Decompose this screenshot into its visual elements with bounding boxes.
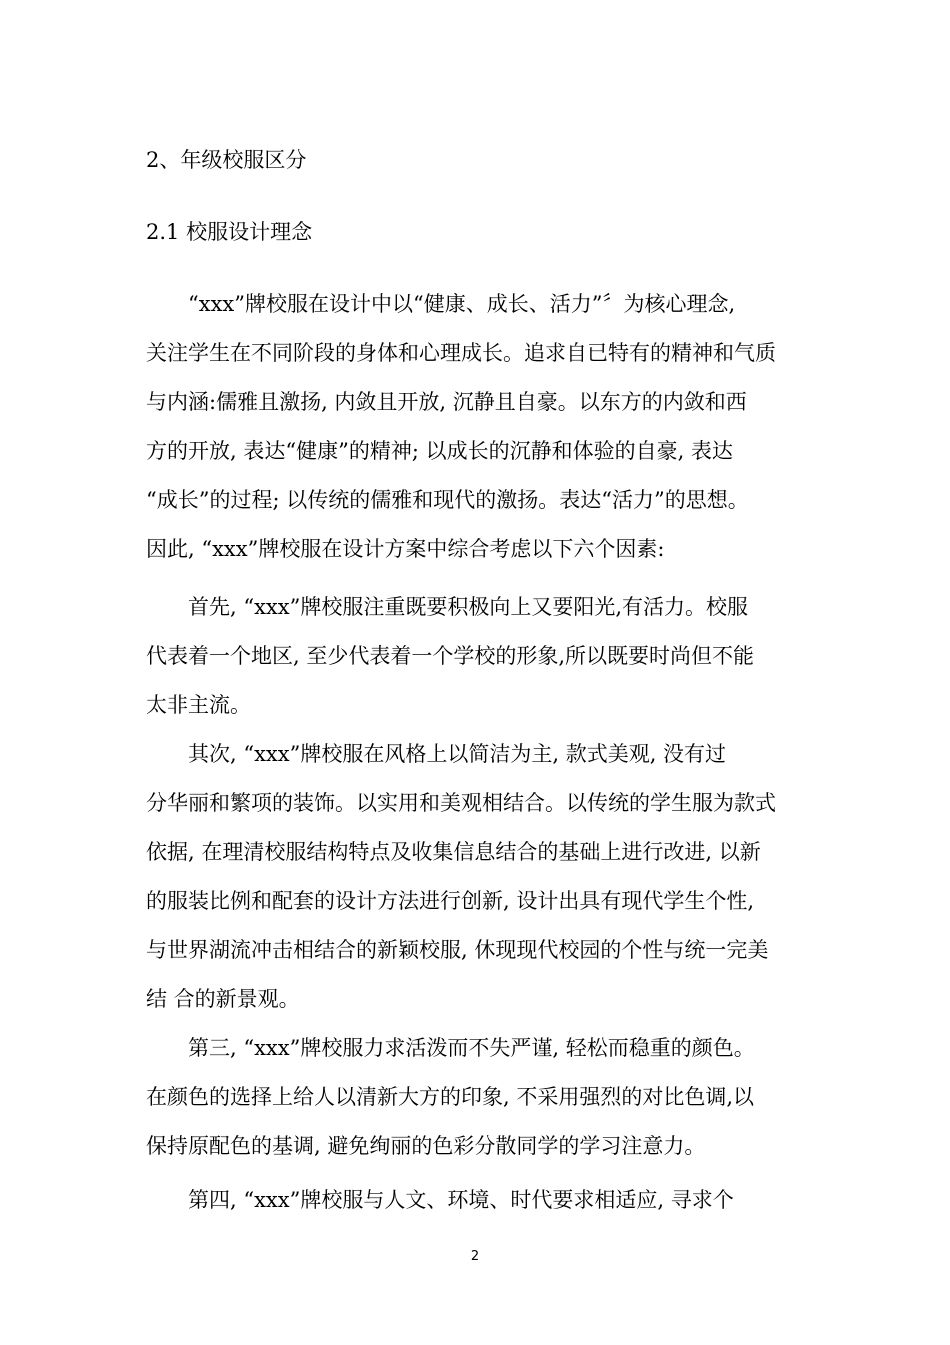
body-line: 代表着一个地区, 至少代表着一个学校的形象,所以既要时尚但不能 — [146, 644, 755, 668]
body-line: 结 合的新景观。 — [146, 987, 300, 1011]
body-line: “成长”的过程; 以传统的儒雅和现代的激扬。表达“活力”的思想。 — [146, 488, 749, 512]
subsection-heading: 2.1 校服设计理念 — [146, 220, 313, 244]
body-line: 首先, “xxx”牌校服注重既要积极向上又要阳光,有活力。校服 — [146, 595, 749, 619]
section-heading: 2、年级校服区分 — [146, 148, 307, 172]
page-number: 2 — [470, 1249, 480, 1264]
body-line: 第三, “xxx”牌校服力求活泼而不失严谨, 轻松而稳重的颜色。 — [146, 1036, 755, 1060]
body-line: 与世界湖流冲击相结合的新颖校服, 休现现代校园的个性与统一完美 — [146, 938, 769, 962]
body-line: 关注学生在不同阶段的身体和心理成长。追求自已特有的精神和气质 — [146, 341, 776, 365]
body-line: 的服装比例和配套的设计方法进行创新, 设计出具有现代学生个性, — [146, 889, 755, 913]
body-line: 依据, 在理清校服结构特点及收集信息结合的基础上进行改进, 以新 — [146, 840, 761, 864]
body-line: 保持原配色的基调, 避免绚丽的色彩分散同学的学习注意力。 — [146, 1134, 706, 1158]
body-line: 在颜色的选择上给人以清新大方的印象, 不采用强烈的对比色调,以 — [146, 1085, 755, 1109]
body-line: 其次, “xxx”牌校服在风格上以简洁为主, 款式美观, 没有过 — [146, 742, 727, 766]
body-line: 分华丽和繁项的装饰。以实用和美观相结合。以传统的学生服为款式 — [146, 791, 776, 815]
body-line: 第四, “xxx”牌校服与人文、环境、时代要求相适应, 寻求个 — [146, 1188, 734, 1212]
body-line: 太非主流。 — [146, 693, 251, 717]
body-line: 方的开放, 表达“健康”的精神; 以成长的沉静和体验的自豪, 表达 — [146, 439, 733, 463]
body-line: “xxx”牌校服在设计中以“健康、成长、活力”〞为核心理念, — [146, 292, 736, 316]
body-line: 与内涵:儒雅且激扬, 内敛且开放, 沉静且自豪。以东方的内敛和西 — [146, 390, 747, 414]
body-line: 因此, “xxx”牌校服在设计方案中综合考虑以下六个因素: — [146, 537, 665, 561]
